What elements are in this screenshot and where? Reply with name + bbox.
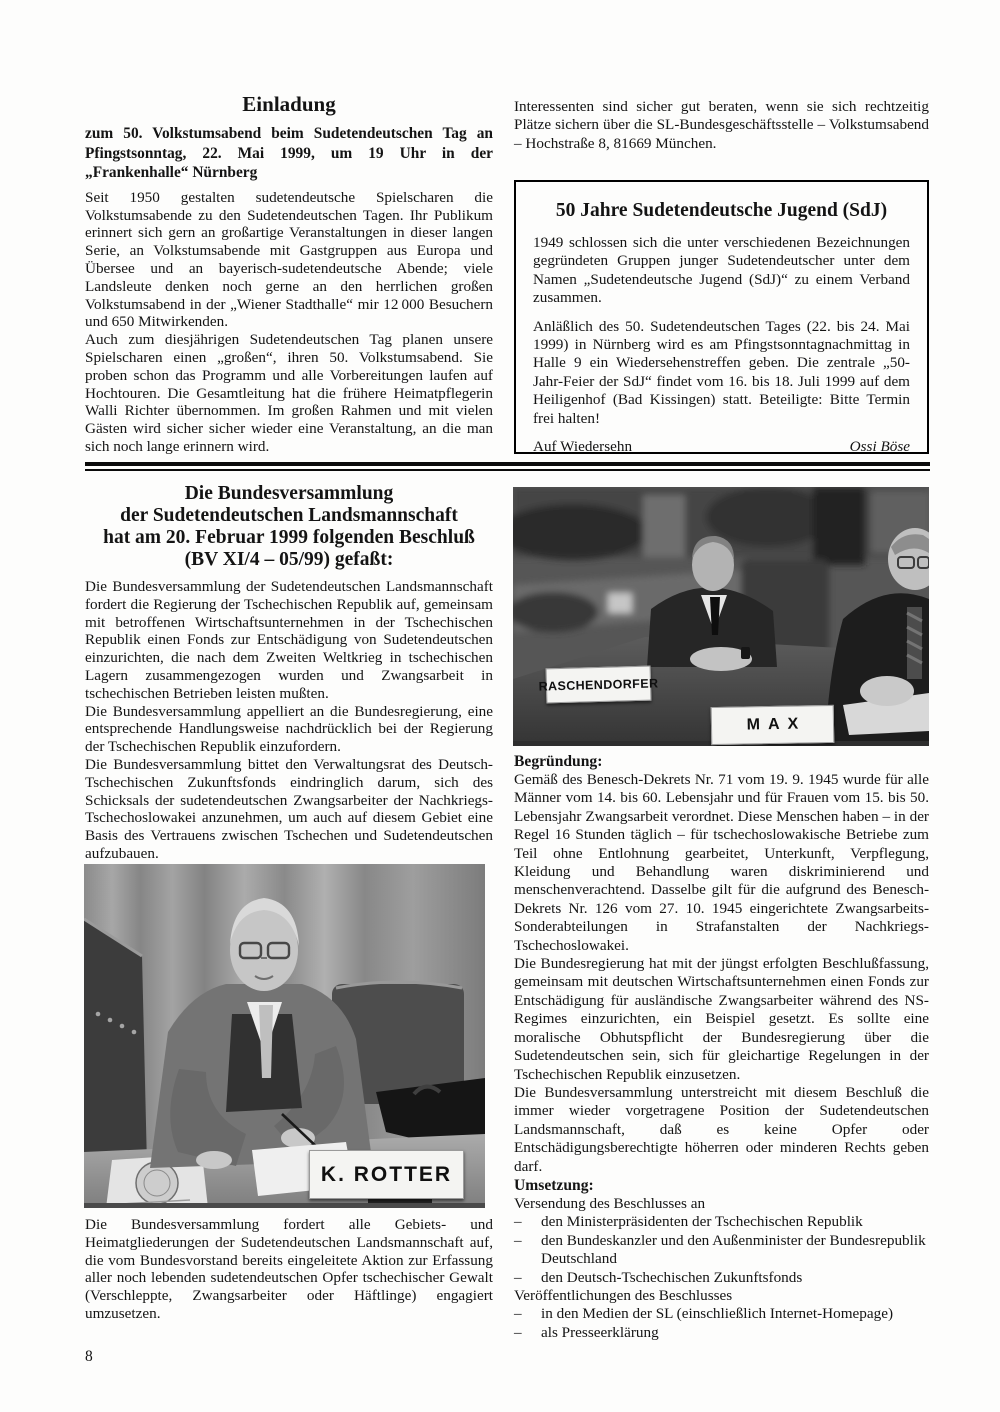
sdj-announcement-box xyxy=(514,180,929,454)
list-item-text: den Bundeskanzler und den Außenminister der Bundesrepublik Deutschland xyxy=(541,1231,926,1268)
list-item-text: den Ministerpräsidenten der Tschechischen Republik xyxy=(541,1213,863,1231)
beschluss-heading-line-3: hat am 20. Februar 1999 folgenden Beschluß xyxy=(103,527,475,548)
nameplate-k-rotter: K. ROTTER xyxy=(309,1150,464,1199)
sdj-signature: Ossi Böse xyxy=(849,438,910,456)
bottom-left-paragraph xyxy=(85,1216,493,1323)
sdj-paragraph-1: 1949 schlossen sich die unter verschiedenen Bezeichnungen gegründeten Gruppen junger Sudetendeutscher unter dem Namen „Sudetendeutsche Jugend (SdJ)“ zu einem Verband zusammen. xyxy=(533,234,910,307)
dash-marker: – xyxy=(514,1323,522,1341)
list-item xyxy=(514,1324,929,1342)
begruendung-heading: Begründung: xyxy=(514,753,603,770)
nameplate-raschendorfer: RASCHENDORFER xyxy=(546,666,652,704)
umsetzung-intro-1: Versendung des Beschlusses an xyxy=(514,1194,706,1212)
list-item-text: in den Medien der SL (einschließlich Internet-Homepage) xyxy=(541,1305,893,1323)
photo-rotter xyxy=(84,864,485,1208)
list-item xyxy=(514,1213,929,1231)
begruendung-paragraph-1: Gemäß des Benesch-Dekrets Nr. 71 vom 19. 9. 1945 wurde für alle Männer vom 14. bis 60. Lebensjahr und für Frauen vom 15. bis 50. Lebensjahr Zwangsarbeit verordnet. Diese Menschen haben – in der Regel 16 Stunden täglich – für tschechoslowakische Betriebe zum Teil ohne Entlohnung gearbeitet, Unterkunft, Verpflegung, Kleidung und Behandlung waren diskriminierend und menschenverachtend. Dasselbe gilt für die aufgrund des Benesch-Dekrets Nr. 126 vom 27. 10. 1945 eingerichtete Zwangsarbeits-Sonderabteilungen in Strafanstalten der Nachkriegs-Tschechoslowakei. xyxy=(514,771,929,954)
beschluss-paragraph-2: Die Bundesversammlung appelliert an die Bundesregierung, eine entsprechende Handlungsweise nachdrücklich bei der Regierung der Tschechischen Republik einzufordern. xyxy=(85,702,493,756)
umsetzung-list xyxy=(514,1195,929,1342)
section-divider-rule xyxy=(85,462,930,471)
umsetzung-intro-2: Veröffentlichungen des Beschlusses xyxy=(514,1286,733,1304)
dash-marker: – xyxy=(514,1305,522,1323)
page-number: 8 xyxy=(85,1348,93,1365)
photo-meeting xyxy=(513,487,929,746)
dash-marker: – xyxy=(514,1268,522,1286)
list-item xyxy=(514,1269,929,1287)
sdj-paragraph-2: Anläßlich des 50. Sudetendeutschen Tages (22. bis 24. Mai 1999) in Nürnberg wird es am Pfingstsonntagnachmittag in Halle 9 ein Wiedersehenstreffen geben. Die zentrale „50-Jahr-Feier der SdJ“ findet vom 16. bis 18. Juli 1999 auf dem Heiligenhof (Bad Kissingen) statt. Beteiligte: Bitte Termin frei halten! xyxy=(533,317,910,427)
list-item-text: den Deutsch-Tschechischen Zukunftsfonds xyxy=(541,1268,803,1286)
beschluss-paragraph-3: Die Bundesversammlung bittet den Verwaltungsrat des Deutsch-Tschechischen Zukunftsfonds eindringlich darum, sich des Schicksals der sudetendeutschen Zwangsarbeiter der Nachkriegs-Tschechoslowakei anzunehmen, um auch auf diesem Gebiet eine Basis des Vertrauens zwischen Tschechen und Sudetendeutschen aufzubauen. xyxy=(85,755,493,862)
beschluss-heading xyxy=(85,483,493,571)
begruendung-umsetzung-section xyxy=(514,752,929,1342)
begruendung-paragraph-2: Die Bundesregierung hat mit der jüngst erfolgten Beschlußfassung, gemeinsam mit deutschen Wirtschaftsunternehmen einen Fonds zur Entschädigung für ausländische Zwangsarbeiter während des NS-Regimes einzurichten, ein Beispiel gesetzt. Es sollte eine moralische Obhutspflicht der Bundesregierung über die Sudetendeutschen sein, sich für gleichartige Regelungen in der Tschechischen Republik einzusetzen. xyxy=(514,955,929,1083)
einladung-paragraph-1: Seit 1950 gestalten sudetendeutsche Spielscharen die Volkstumsabende zu den Sudetendeutschen Tagen. Ihr Publikum erinnert sich gern an großartige Veranstaltungen in dieser langen Serie, an Volkstumsabende mit Gastgruppen aus Europa und Übersee und an bayerisch-sudetendeutsche Abende; viele Landsleute denken noch gerne an den herrlichen großen Volkstumsabend in der „Wiener Stadthalle“ mir 12 000 Besuchern und 650 Mitwirkenden. xyxy=(85,188,493,331)
list-item xyxy=(514,1305,929,1323)
sdj-closing: Auf Wiedersehn xyxy=(533,438,633,456)
einladung-paragraph-2: Auch zum diesjährigen Sudetendeutschen Tag planen unsere Spielscharen einen „großen“, ihren 50. Volkstumsabend. Sie proben schon das Programm und alle Vorbereitungen laufen auf Hochtouren. Die Gesamtleitung hat die frühere Heimatpflegerin Walli Richter übernommen. Im großen Rahmen und mit vielen Gästen wird sicher sicher wieder eine Veranstaltung, an die man sich noch lange erinnern wird. xyxy=(85,331,493,455)
beschluss-heading-line-4: (BV XI/4 – 05/99) gefaßt: xyxy=(184,549,394,570)
dash-marker: – xyxy=(514,1231,522,1249)
list-item xyxy=(514,1232,929,1269)
dash-marker: – xyxy=(514,1213,522,1231)
beschluss-paragraph-1: Die Bundesversammlung der Sudetendeutschen Landsmannschaft fordert die Regierung der Tschechischen Republik auf, gemeinsam mit betroffenen Wirtschaftsunternehmen in der Tschechischen Republik einen Fonds zur Entschädigung von Sudetendeutschen einzurichten, die nach dem Zweiten Weltkrieg in tschechischen Lagern zusammengezogen wurden und Zwangsarbeit in tschechischen Betrieben leisten mußten. xyxy=(85,578,493,702)
begruendung-paragraph-3: Die Bundesversammlung unterstreicht mit diesem Beschluß die immer wieder vorgetragene Position der Sudetendeutschen Landsmannschaft, daß es keine Opfer oder Entschädigungsberechtigte höherren oder minderen Rechts geben darf. xyxy=(514,1083,929,1175)
beschluss-article xyxy=(85,483,493,863)
einladung-article xyxy=(85,92,493,456)
einladung-title: Einladung xyxy=(242,92,336,116)
einladung-subtitle: zum 50. Volkstumsabend beim Sudetendeutschen Tag an Pfingstsonntag, 22. Mai 1999, um 19 Uhr in der „Frankenhalle“ Nürnberg xyxy=(85,125,493,182)
einladung-continuation-paragraph: Interessenten sind sicher gut beraten, wenn sie sich rechtzeitig Plätze sichern über die SL-Bundesgeschäftsstelle – Volkstumsabend – Hochstraße 8, 81669 München. xyxy=(514,98,929,152)
bottom-left-text: Die Bundesversammlung fordert alle Gebiets- und Heimatgliederungen der Sudetendeutschen Landsmannschaft auf, die vom Bundesvorstand bereits eingeleitete Aktion zur Erfassung aller noch lebenden sudetendeutschen Opfer tschechischer Gewalt (Verschleppte, Zwangsarbeiter oder Häftlinge) engagiert umzusetzen. xyxy=(85,1216,493,1322)
list-item-text: als Presseerklärung xyxy=(541,1323,659,1341)
einladung-continuation xyxy=(514,98,929,153)
umsetzung-heading: Umsetzung: xyxy=(514,1176,594,1194)
sdj-box-title: 50 Jahre Sudetendeutsche Jugend (SdJ) xyxy=(555,200,888,221)
nameplate-max: MAX xyxy=(711,705,835,745)
beschluss-heading-line-1: Die Bundesversammlung xyxy=(184,483,394,504)
beschluss-heading-line-2: der Sudetendeutschen Landsmannschaft xyxy=(120,505,458,526)
